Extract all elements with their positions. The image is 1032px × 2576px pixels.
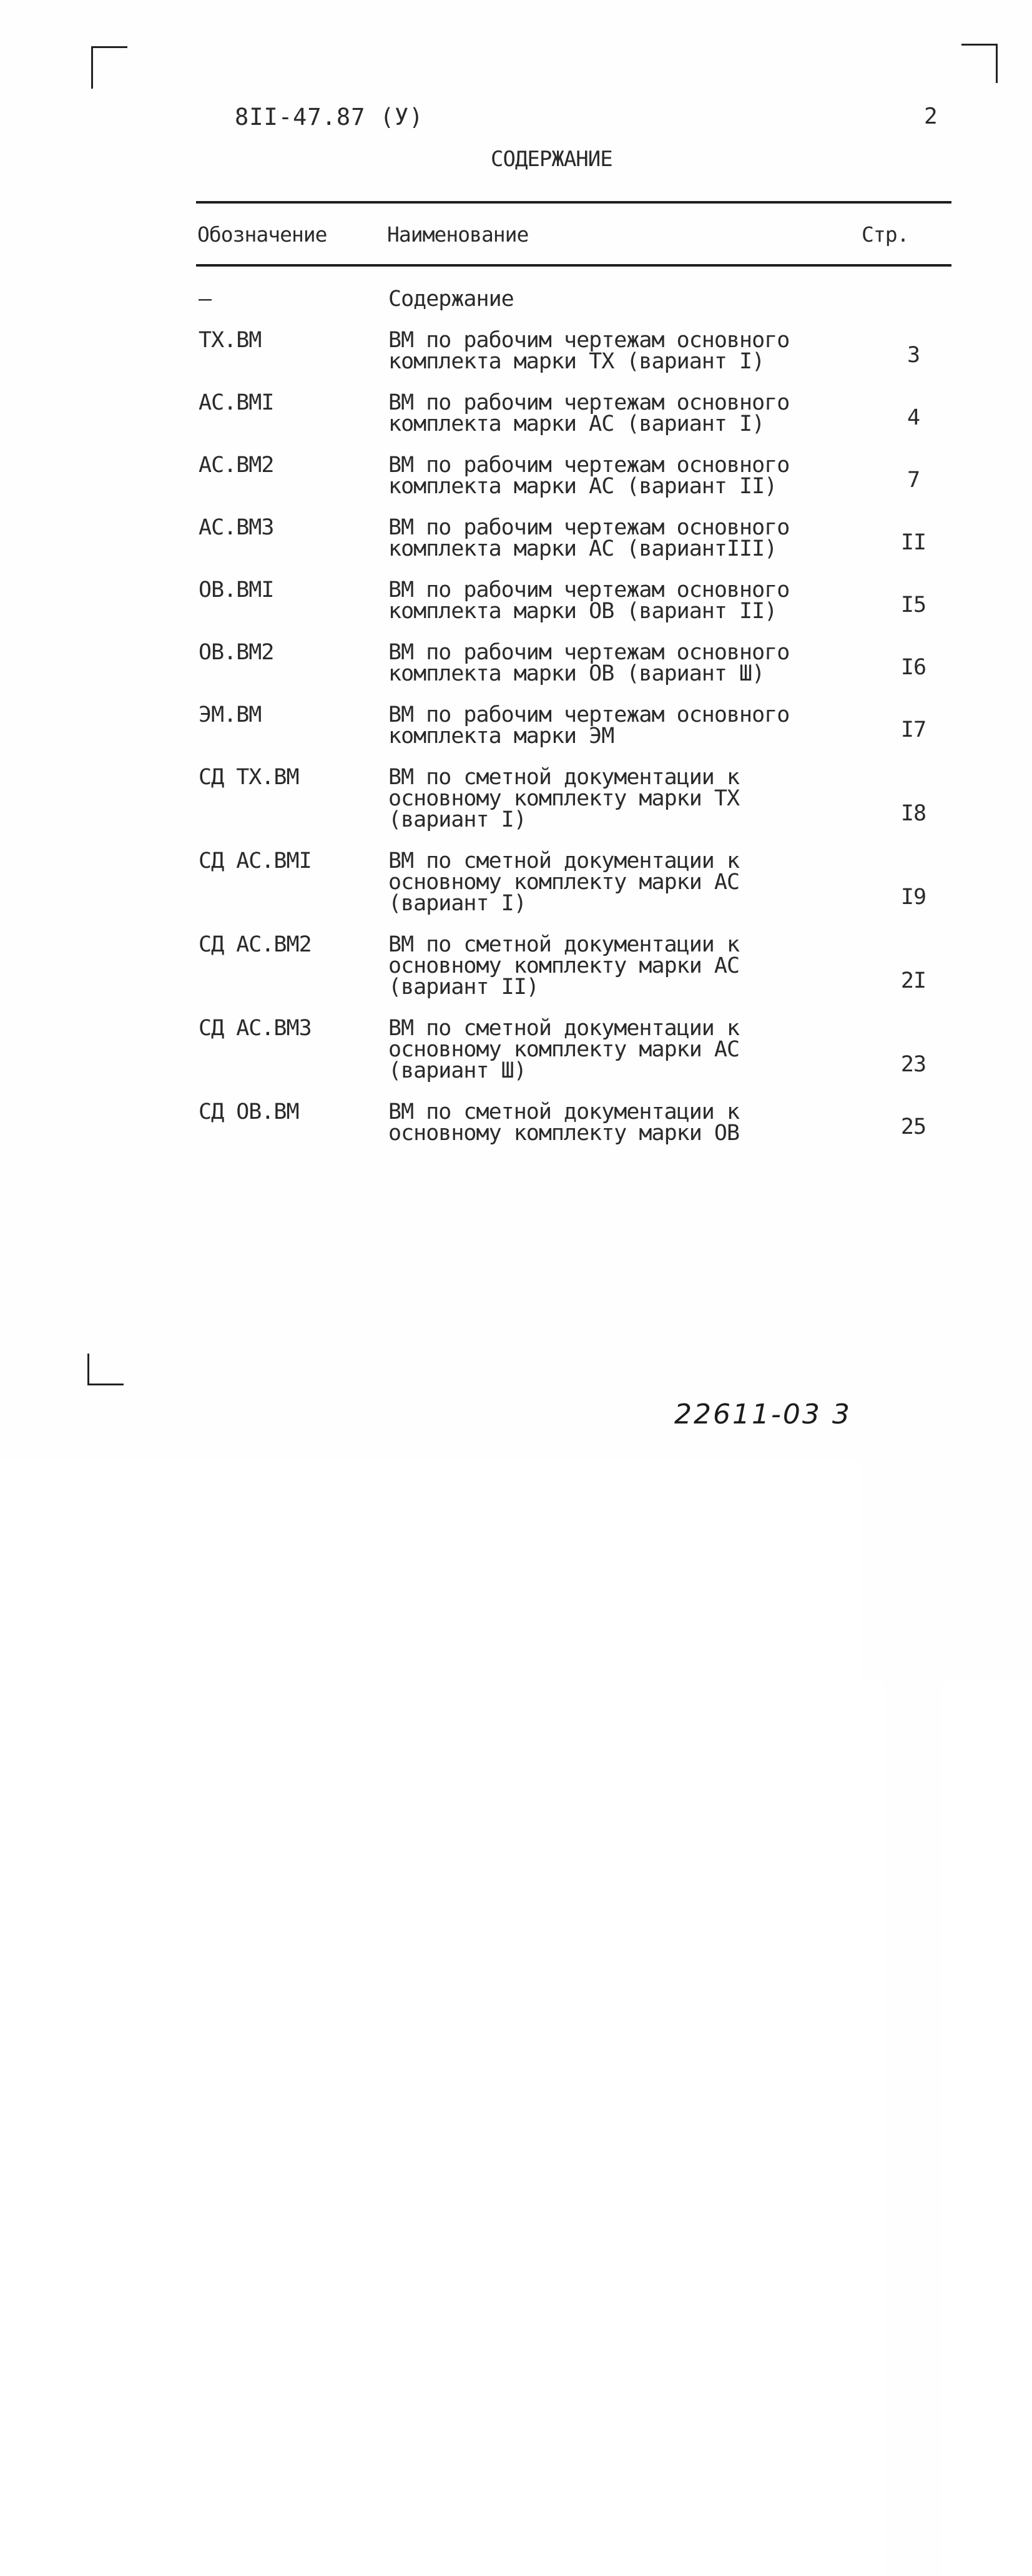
row-page: 25: [885, 1116, 941, 2576]
row-name: ВМ по рабочим чертежам основного комплекта марки ОВ (вариант Ш): [388, 640, 790, 686]
row-name: Содержание: [388, 287, 514, 312]
row-name: ВМ по рабочим чертежам основного комплекта марки АС (вариант I): [388, 390, 790, 436]
row-name: ВМ по сметной документации к основному комплекту марки АС (вариант I): [388, 848, 740, 916]
row-code: ОВ.ВМI: [199, 578, 274, 602]
row-code: ОВ.ВМ2: [199, 640, 274, 665]
column-header-name: Наименование: [387, 222, 529, 247]
row-name: ВМ по сметной документации к основному комплекту марки ОВ: [388, 1099, 740, 1146]
row-name: ВМ по сметной документации к основному комплекту марки АС (вариант Ш): [388, 1016, 740, 1083]
corner-mark-top-right: [961, 44, 998, 83]
row-name: ВМ по рабочим чертежам основного комплекта марки ОВ (вариант II): [388, 578, 790, 624]
row-page: II: [885, 532, 941, 1992]
row-name: ВМ по рабочим чертежам основного комплекта марки АС (вариантIII): [388, 515, 790, 561]
archive-stamp-number: 22611-03 3: [674, 1399, 852, 1430]
row-code: СД ТХ.ВМ: [199, 765, 299, 790]
row-code: АС.ВМ2: [199, 453, 274, 478]
row-code: ТХ.ВМ: [199, 328, 262, 353]
page-number: 2: [924, 104, 938, 129]
row-page: 23: [885, 1054, 941, 2514]
row-code: СД АС.ВМ2: [199, 932, 312, 957]
corner-mark-top-left: [91, 46, 127, 89]
row-page: I7: [885, 719, 941, 2179]
corner-mark-bottom-left: [87, 1354, 124, 1385]
row-page: 3: [885, 345, 941, 1804]
row-page: 4: [885, 407, 941, 1867]
row-code: СД АС.ВМI: [199, 848, 312, 873]
column-header-code: Обозначение: [197, 222, 327, 247]
row-page: 7: [885, 469, 941, 1929]
row-code: ЭМ.ВМ: [199, 702, 262, 727]
document-code: 8II-47.87 (У): [235, 104, 424, 130]
column-header-page: Стр.: [862, 222, 1032, 1682]
row-code: –: [199, 287, 212, 312]
row-code: СД АС.ВМ3: [199, 1016, 312, 1041]
row-code: АС.ВМ3: [199, 515, 274, 540]
row-name: ВМ по рабочим чертежам основного комплекта марки ТХ (вариант I): [388, 328, 790, 374]
row-code: АС.ВМI: [199, 390, 274, 415]
table-top-rule: [196, 201, 951, 204]
row-name: ВМ по рабочим чертежам основного комплекта марки ЭМ: [388, 702, 790, 749]
row-page: I9: [885, 887, 941, 2346]
table-header-rule: [196, 264, 951, 267]
row-page: 2I: [885, 970, 941, 2430]
row-page: I8: [885, 803, 941, 2263]
row-page: I6: [885, 657, 941, 2116]
row-name: ВМ по рабочим чертежам основного комплекта марки АС (вариант II): [388, 453, 790, 499]
row-page: I5: [885, 594, 941, 2054]
page-title: СОДЕРЖАНИЕ: [491, 147, 612, 172]
row-name: ВМ по сметной документации к основному комплекту марки ТХ (вариант I): [388, 765, 740, 832]
row-code: СД ОВ.ВМ: [199, 1099, 299, 1124]
row-name: ВМ по сметной документации к основному комплекту марки АС (вариант II): [388, 932, 740, 1000]
